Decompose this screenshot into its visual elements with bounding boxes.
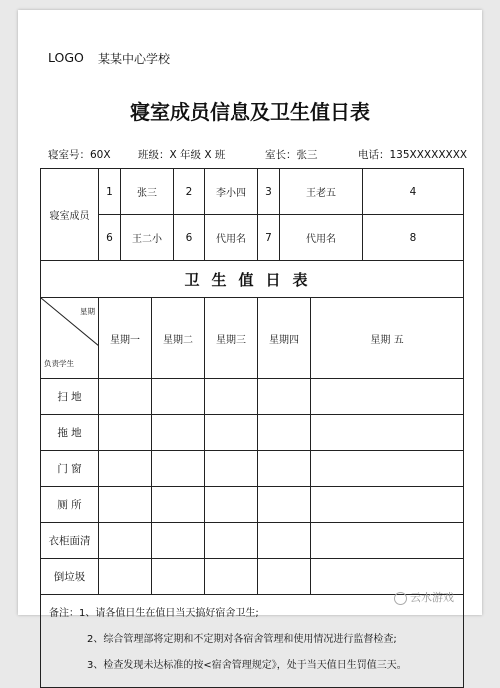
duty-cell (311, 523, 464, 559)
notes-label: 备注： (49, 608, 79, 619)
member-number: 8 (363, 215, 464, 261)
duty-cell (258, 379, 311, 415)
day-header: 星期 五 (311, 298, 464, 379)
duty-cell (205, 487, 258, 523)
document-title: 寝室成员信息及卫生值日表 (130, 100, 370, 124)
day-header: 星期三 (205, 298, 258, 379)
duty-cell (152, 559, 205, 595)
duty-cell (311, 451, 464, 487)
member-name: 王二小 (121, 215, 174, 261)
member-name: 李小四 (205, 169, 258, 215)
member-name: 代用名 (205, 215, 258, 261)
task-label: 厕 所 (41, 487, 99, 523)
duty-cell (311, 487, 464, 523)
member-name: 代用名 (280, 215, 363, 261)
task-row (41, 451, 464, 487)
task-label: 衣柜面清 (41, 523, 99, 559)
duty-cell (205, 451, 258, 487)
member-name: 王老五 (280, 169, 363, 215)
class-info: 班级：X 年级 X 班 (138, 149, 226, 161)
task-label: 扫 地 (41, 379, 99, 415)
room-leader: 室长：张三 (265, 149, 318, 161)
duty-cell (205, 415, 258, 451)
duty-cell (99, 415, 152, 451)
duty-cell (258, 559, 311, 595)
duty-cell (99, 559, 152, 595)
day-header: 星期四 (258, 298, 311, 379)
task-label: 门 窗 (41, 451, 99, 487)
note-text: 1、请各值日生在值日当天搞好宿舍卫生; (79, 608, 259, 619)
task-label: 拖 地 (41, 415, 99, 451)
duty-cell (99, 379, 152, 415)
school-name: 某某中心学校 (98, 52, 171, 66)
duty-title-row (41, 261, 464, 298)
task-row (41, 415, 464, 451)
duty-table (40, 168, 464, 688)
duty-cell (152, 415, 205, 451)
member-number: 6 (174, 215, 205, 261)
task-row (41, 487, 464, 523)
duty-cell (205, 559, 258, 595)
duty-cell (152, 379, 205, 415)
duty-table-title: 卫生值日表 (41, 261, 464, 298)
duty-cell (258, 415, 311, 451)
duty-cell (311, 415, 464, 451)
task-row (41, 379, 464, 415)
note-line-3: 3、检查发现未达标准的按<宿舍管理规定》，处于当天值日生罚值三天。 (87, 660, 407, 671)
member-number: 4 (363, 169, 464, 215)
members-row-2 (41, 215, 464, 261)
task-row (41, 523, 464, 559)
member-number: 3 (258, 169, 280, 215)
duty-cell (152, 523, 205, 559)
room-number: 寝室号：60X (48, 149, 111, 161)
notes-row (41, 595, 464, 688)
watermark-icon (394, 592, 407, 605)
watermark (394, 589, 454, 605)
task-label: 倒垃圾 (41, 559, 99, 595)
logo-text: LOGO (48, 50, 84, 65)
duty-cell (99, 451, 152, 487)
member-number: 6 (99, 215, 121, 261)
document-page (18, 10, 482, 671)
duty-cell (205, 523, 258, 559)
duty-cell (99, 487, 152, 523)
day-header: 星期一 (99, 298, 152, 379)
duty-cell (152, 451, 205, 487)
day-header: 星期二 (152, 298, 205, 379)
duty-cell (258, 487, 311, 523)
duty-cell (152, 487, 205, 523)
corner-student-label: 负责学生 (44, 359, 74, 368)
duty-cell (99, 523, 152, 559)
corner-header-cell (41, 298, 99, 379)
members-row-1 (41, 169, 464, 215)
member-number: 2 (174, 169, 205, 215)
days-header-row (41, 298, 464, 379)
members-label: 寝室成员 (41, 169, 99, 261)
phone-number: 电话：135XXXXXXXX (358, 149, 468, 161)
member-number: 1 (99, 169, 121, 215)
notes-cell (41, 595, 464, 688)
watermark-text: 云水游戏 (410, 591, 454, 604)
duty-cell (205, 379, 258, 415)
note-line-2: 2、综合管理部将定期和不定期对各宿舍管理和使用情况进行监督检查; (87, 634, 397, 645)
corner-weekday-label: 星期 (80, 307, 95, 316)
member-number: 7 (258, 215, 280, 261)
duty-cell (311, 379, 464, 415)
member-name: 张三 (121, 169, 174, 215)
duty-cell (258, 523, 311, 559)
duty-cell (258, 451, 311, 487)
